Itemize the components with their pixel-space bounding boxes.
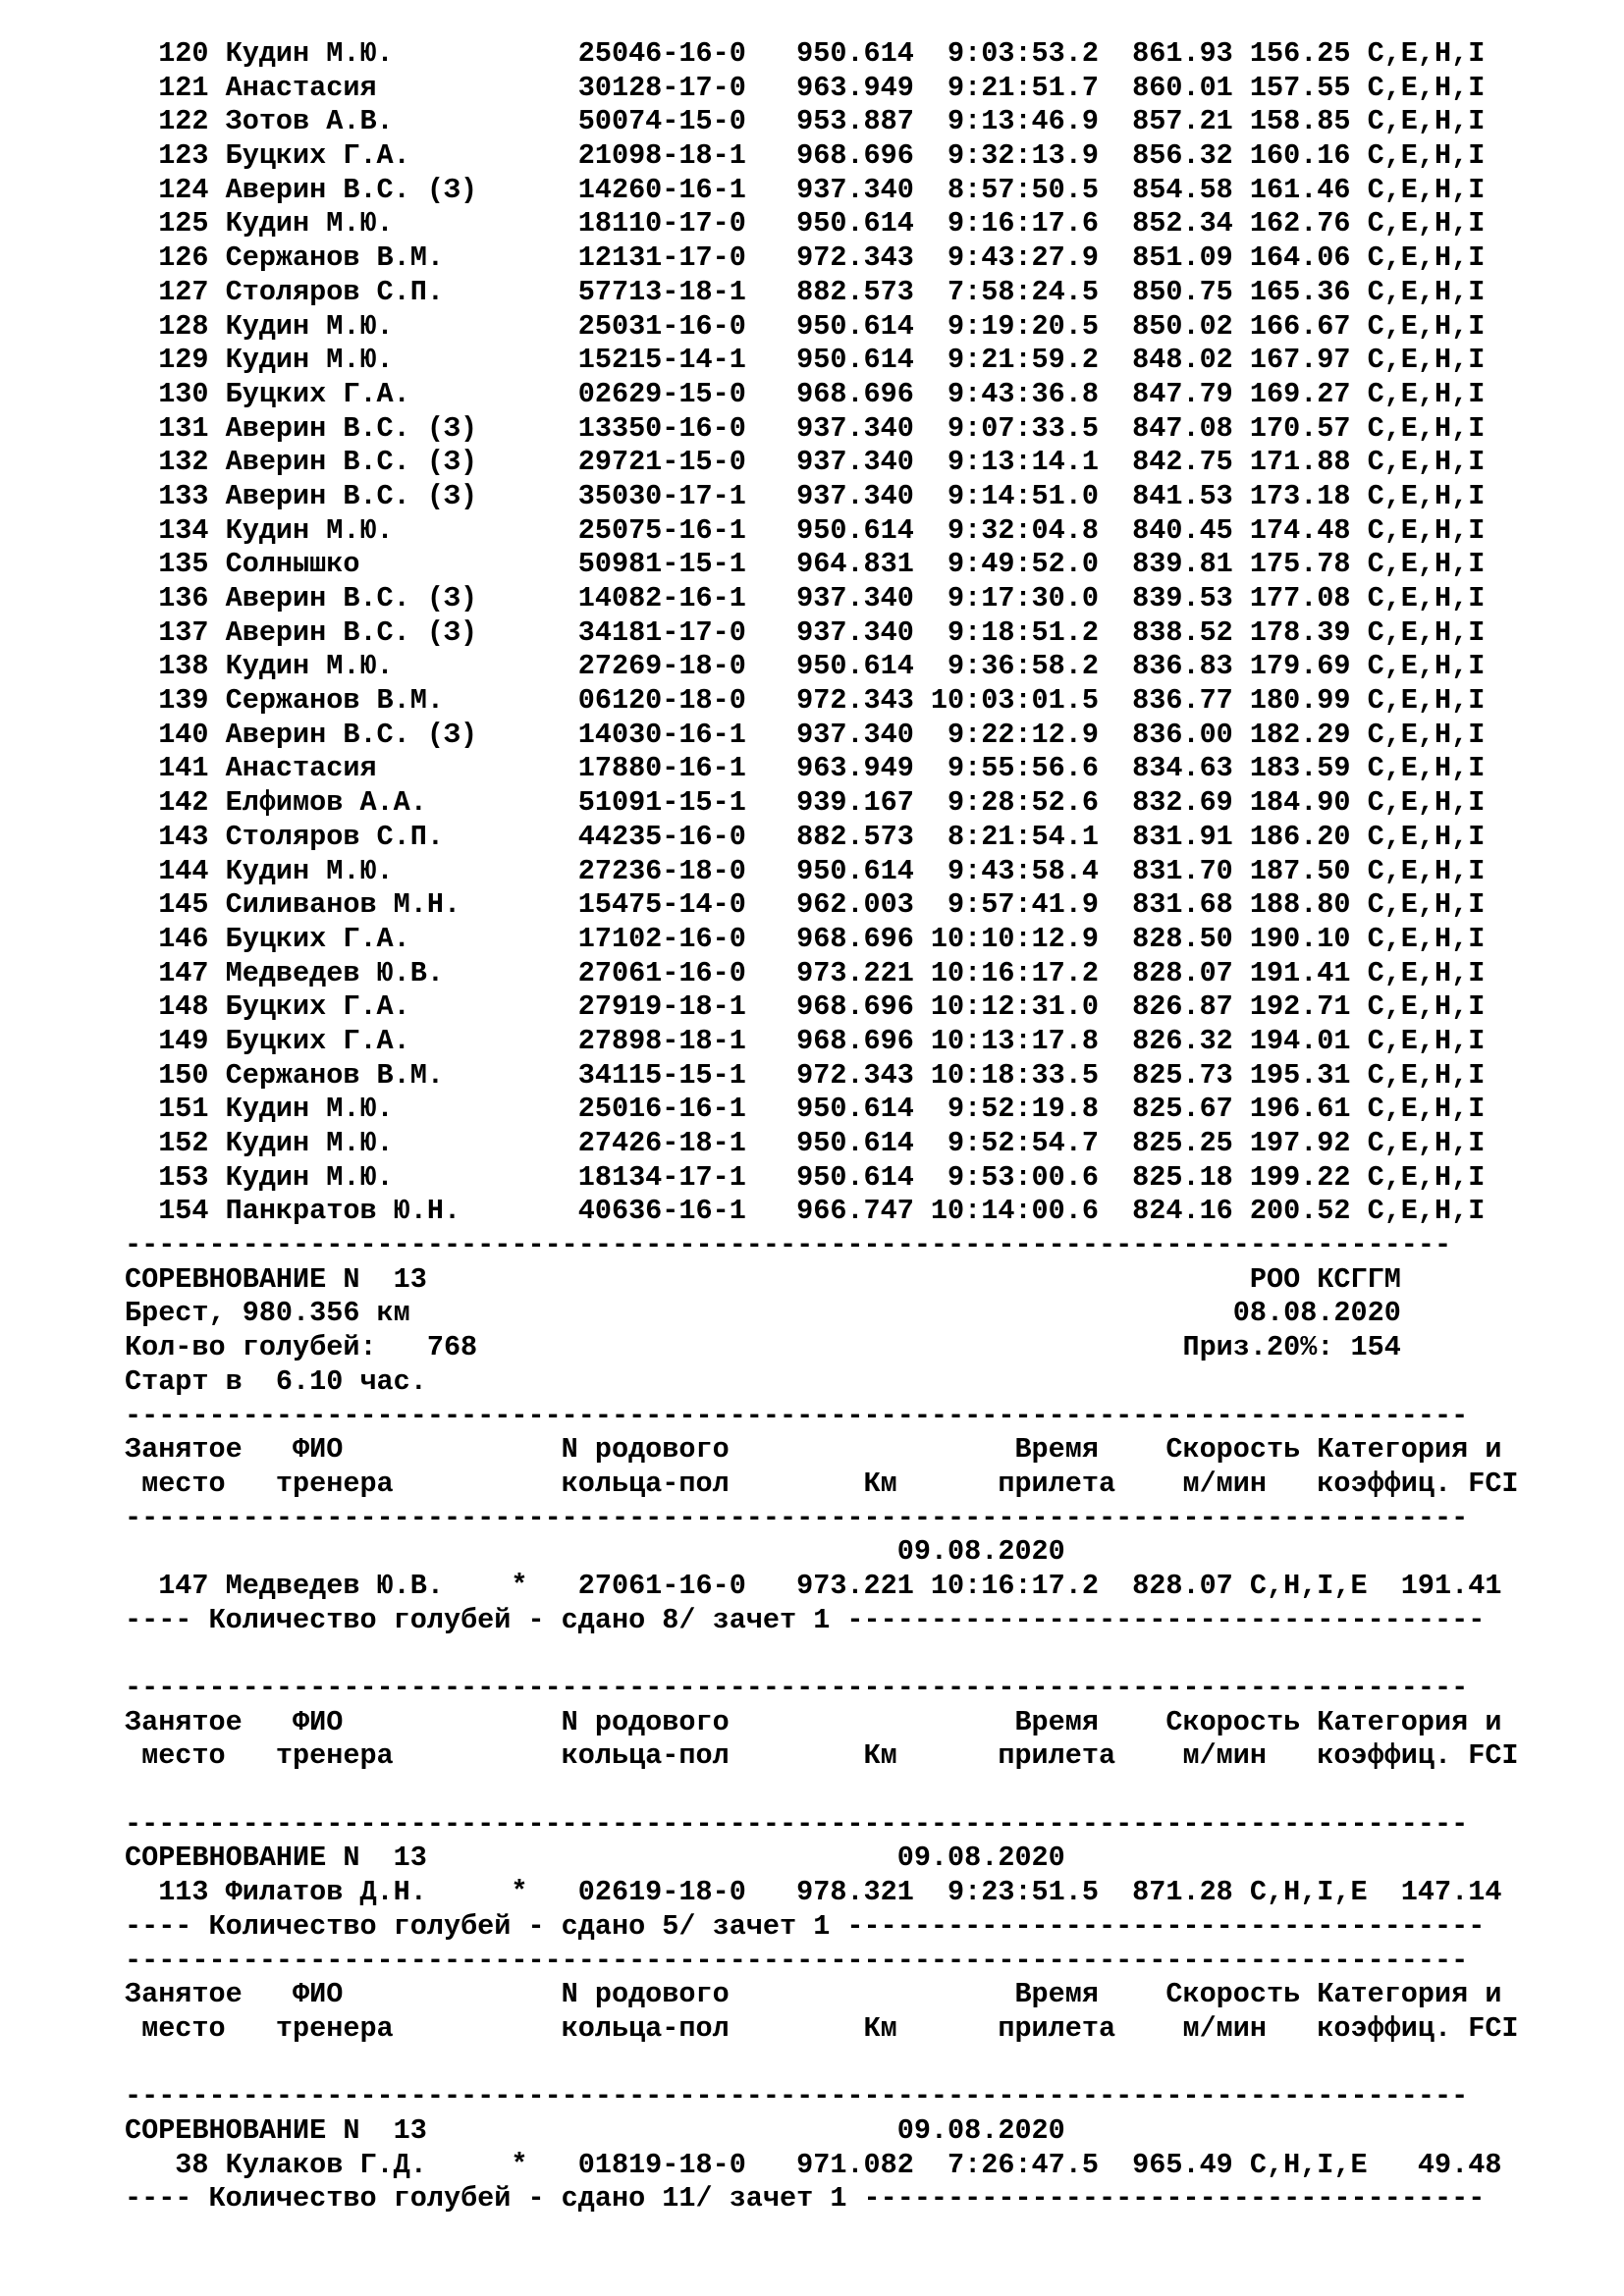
text-line: 140 Аверин В.С. (З) 14030-16-1 937.340 9:22:12.9 836.00 182.29 C,E,H,I [125,718,1486,751]
text-line [125,2047,1519,2081]
text-line: 123 Буцких Г.А. 21098-18-1 968.696 9:32:13.9 856.32 160.16 C,E,H,I [125,139,1486,173]
text-line: ---- Количество голубей - сдано 8/ зачет 1 -------------------------------------- [125,1603,1486,1636]
text-line: 134 Кудин М.Ю. 25075-16-1 950.614 9:32:04.8 840.45 174.48 C,E,H,I [125,513,1486,547]
text-line: Занятое ФИО N родового Время Скорость Категория и [125,1433,1502,1467]
text-line: 146 Буцких Г.А. 17102-16-0 968.696 10:10:12.9 828.50 190.10 C,E,H,I [125,922,1486,955]
text-line: СОРЕВНОВАНИЕ N 13 РОО КСГГМ [125,1262,1401,1296]
text-line [125,1637,1519,1672]
text-line: 149 Буцких Г.А. 27898-18-1 968.696 10:13:17.8 826.32 194.01 C,E,H,I [125,1024,1486,1057]
text-line: 154 Панкратов Ю.Н. 40636-16-1 966.747 10:14:00.6 824.16 200.52 C,E,H,I [125,1195,1486,1228]
text-line: 127 Столяров С.П. 57713-18-1 882.573 7:58:24.5 850.75 165.36 C,E,H,I [125,275,1486,308]
text-line: ---- Количество голубей - сдано 11/ зачет 1 ------------------------------------- [125,2182,1486,2216]
text-line: 125 Кудин М.Ю. 18110-17-0 950.614 9:16:17.6 852.34 162.76 C,E,H,I [125,207,1486,240]
text-line: 148 Буцких Г.А. 27919-18-1 968.696 10:12:31.0 826.87 192.71 C,E,H,I [125,990,1486,1024]
text-line: 139 Сержанов В.М. 06120-18-0 972.343 10:03:01.5 836.77 180.99 C,E,H,I [125,684,1486,718]
text-line: 135 Солнышко 50981-15-1 964.831 9:49:52.0 839.81 175.78 C,E,H,I [125,548,1486,581]
text-line: 132 Аверин В.С. (З) 29721-15-0 937.340 9:13:14.1 842.75 171.88 C,E,H,I [125,446,1486,479]
text-line: ------------------------------------------------------------------------------- [125,1229,1452,1262]
text-line: 153 Кудин М.Ю. 18134-17-1 950.614 9:53:00.6 825.18 199.22 C,E,H,I [125,1160,1486,1194]
text-line: 09.08.2020 [125,1535,1065,1569]
text-line: Занятое ФИО N родового Время Скорость Категория и [125,1978,1502,2011]
text-line: 142 Елфимов А.А. 51091-15-1 939.167 9:28:52.6 832.69 184.90 C,E,H,I [125,786,1486,820]
text-line: 124 Аверин В.С. (З) 14260-16-1 937.340 8:57:50.5 854.58 161.46 C,E,H,I [125,173,1486,206]
text-line: 136 Аверин В.С. (З) 14082-16-1 937.340 9:17:30.0 839.53 177.08 C,E,H,I [125,582,1486,614]
text-line: 145 Силиванов М.Н. 15475-14-0 962.003 9:57:41.9 831.68 188.80 C,E,H,I [125,888,1486,922]
text-line: 151 Кудин М.Ю. 25016-16-1 950.614 9:52:19.8 825.67 196.61 C,E,H,I [125,1093,1486,1126]
text-line: 152 Кудин М.Ю. 27426-18-1 950.614 9:52:54.7 825.25 197.92 C,E,H,I [125,1127,1486,1159]
text-line: 143 Столяров С.П. 44235-16-0 882.573 8:21:54.1 831.91 186.20 C,E,H,I [125,820,1486,853]
text-line: 122 Зотов А.В. 50074-15-0 953.887 9:13:46.9 857.21 158.85 C,E,H,I [125,105,1486,138]
text-line: 131 Аверин В.С. (З) 13350-16-0 937.340 9:07:33.5 847.08 170.57 C,E,H,I [125,411,1486,445]
results-document [125,37,1519,2216]
text-line: Занятое ФИО N родового Время Скорость Категория и [125,1705,1502,1738]
text-line: -------------------------------------------------------------------------------- [125,1944,1469,1977]
text-line: 138 Кудин М.Ю. 27269-18-0 950.614 9:36:58.2 836.83 179.69 C,E,H,I [125,650,1486,683]
text-line: -------------------------------------------------------------------------------- [125,1807,1469,1841]
text-line: место тренера кольца-пол Км прилета м/мин коэффиц. FCI [125,1739,1519,1773]
text-line: 130 Буцких Г.А. 02629-15-0 968.696 9:43:36.8 847.79 169.27 C,E,H,I [125,377,1486,410]
text-line: Кол-во голубей: 768 Приз.20%: 154 [125,1331,1401,1364]
text-line: 38 Кулаков Г.Д. * 01819-18-0 971.082 7:26:47.5 965.49 C,H,I,E 49.48 [125,2148,1502,2181]
text-line: 147 Медведев Ю.В. 27061-16-0 973.221 10:16:17.2 828.07 191.41 C,E,H,I [125,956,1486,989]
text-line: -------------------------------------------------------------------------------- [125,2080,1469,2113]
text-line: Старт в 6.10 час. [125,1364,427,1398]
text-line: 120 Кудин М.Ю. 25046-16-0 950.614 9:03:53.2 861.93 156.25 C,E,H,I [125,37,1486,70]
text-line: место тренера кольца-пол Км прилета м/мин коэффиц. FCI [125,2011,1519,2045]
text-line: 121 Анастасия 30128-17-0 963.949 9:21:51.7 860.01 157.55 C,E,H,I [125,71,1486,104]
text-line: -------------------------------------------------------------------------------- [125,1672,1469,1704]
text-line: 144 Кудин М.Ю. 27236-18-0 950.614 9:43:58.4 831.70 187.50 C,E,H,I [125,854,1486,887]
text-line: 129 Кудин М.Ю. 15215-14-1 950.614 9:21:59.2 848.02 167.97 C,E,H,I [125,344,1486,377]
text-line: 150 Сержанов В.М. 34115-15-1 972.343 10:18:33.5 825.73 195.31 C,E,H,I [125,1058,1486,1092]
text-line: 141 Анастасия 17880-16-1 963.949 9:55:56.6 834.63 183.59 C,E,H,I [125,752,1486,785]
text-line: СОРЕВНОВАНИЕ N 13 09.08.2020 [125,2113,1065,2147]
text-line: 147 Медведев Ю.В. * 27061-16-0 973.221 10:16:17.2 828.07 C,H,I,E 191.41 [125,1569,1502,1602]
text-line: 126 Сержанов В.М. 12131-17-0 972.343 9:43:27.9 851.09 164.06 C,E,H,I [125,241,1486,275]
text-line: 128 Кудин М.Ю. 25031-16-0 950.614 9:19:20.5 850.02 166.67 C,E,H,I [125,309,1486,343]
text-line [125,1774,1519,1808]
text-line: СОРЕВНОВАНИЕ N 13 09.08.2020 [125,1842,1065,1875]
text-line: Брест, 980.356 км 08.08.2020 [125,1297,1401,1330]
text-line: место тренера кольца-пол Км прилета м/мин коэффиц. FCI [125,1467,1519,1500]
text-line: -------------------------------------------------------------------------------- [125,1501,1469,1534]
text-line: 133 Аверин В.С. (З) 35030-17-1 937.340 9:14:51.0 841.53 173.18 C,E,H,I [125,479,1486,512]
text-line: ---- Количество голубей - сдано 5/ зачет 1 -------------------------------------- [125,1909,1486,1943]
text-line: 113 Филатов Д.Н. * 02619-18-0 978.321 9:23:51.5 871.28 C,H,I,E 147.14 [125,1876,1502,1909]
text-line: 137 Аверин В.С. (З) 34181-17-0 937.340 9:18:51.2 838.52 178.39 C,E,H,I [125,615,1486,649]
text-line: -------------------------------------------------------------------------------- [125,1399,1469,1432]
